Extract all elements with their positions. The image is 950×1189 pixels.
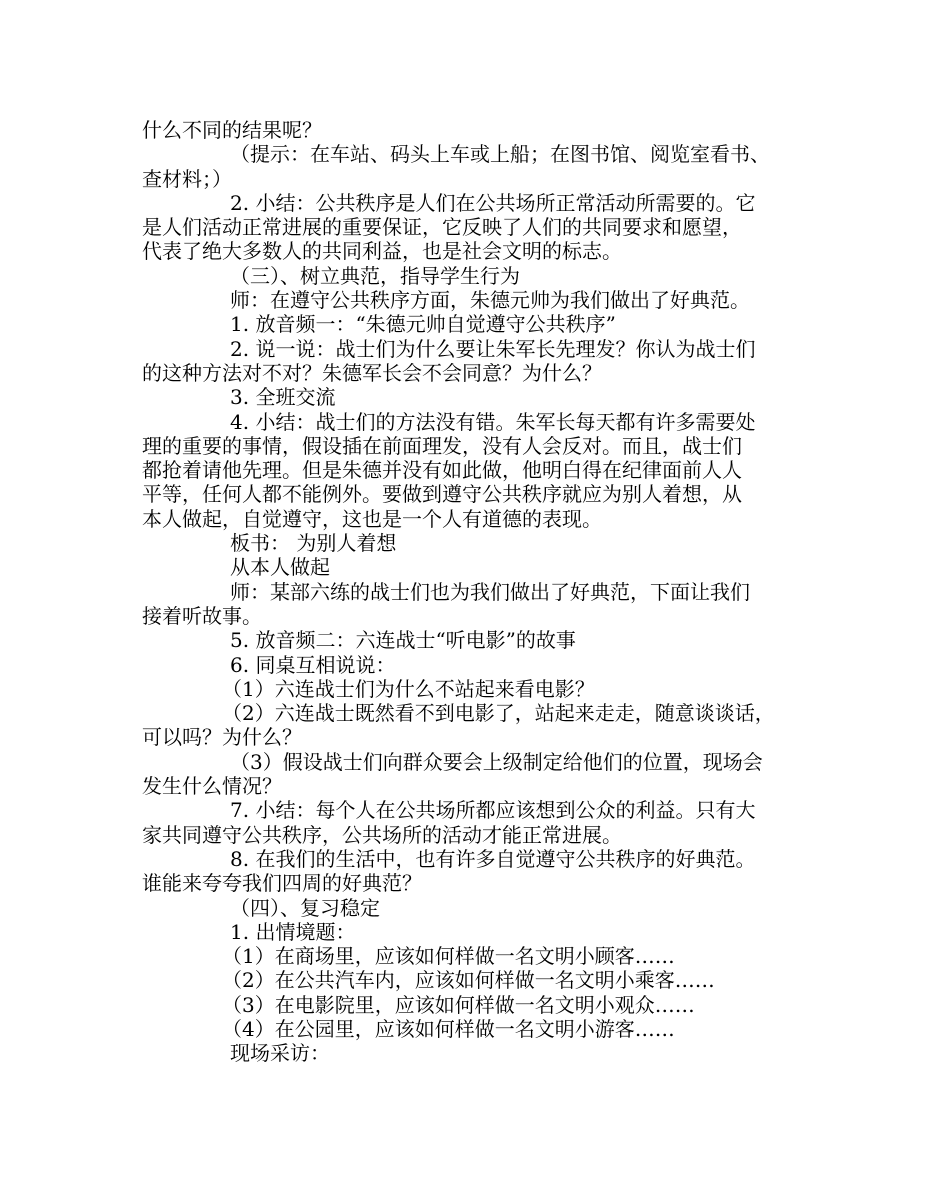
text-line: 可以吗？为什么？ [142, 725, 302, 750]
text-line: 1. 出情境题： [230, 919, 356, 944]
text-line: 都抢着请他先理。但是朱德并没有如此做，他明白得在纪律面前人人 [142, 458, 742, 483]
text-line: 的这种方法对不对？朱德军长会不会同意？为什么？ [142, 360, 602, 385]
document-body [142, 118, 822, 1066]
text-line: 平等，任何人都不能例外。要做到遵守公共秩序就应为别人着想，从 [142, 482, 742, 507]
text-line: 师：某部六练的战士们也为我们做出了好典范，下面让我们 [230, 579, 750, 604]
text-line: 6. 同桌互相说说： [230, 652, 396, 677]
text-line: （1）在商场里，应该如何样做一名文明小顾客…… [222, 944, 675, 969]
text-line: （3）在电影院里，应该如何样做一名文明小观众…… [222, 992, 695, 1017]
text-line: （三）、树立典范，指导学生行为 [230, 263, 520, 288]
text-line: 接着听故事。 [142, 603, 262, 628]
text-line: 板书： 为别人着想 [230, 531, 397, 556]
text-line: 代表了绝大多数人的共同利益，也是社会文明的标志。 [142, 239, 622, 264]
text-line: 师：在遵守公共秩序方面，朱德元帅为我们做出了好典范。 [230, 288, 750, 313]
text-line: 2. 说一说：战士们为什么要让朱军长先理发？你认为战士们 [230, 336, 756, 361]
text-line: 是人们活动正常进展的重要保证，它反映了人们的共同要求和愿望， [142, 215, 742, 240]
text-line: 7. 小结：每个人在公共场所都应该想到公众的利益。只有大 [230, 798, 756, 823]
text-line: 从本人做起 [230, 555, 330, 580]
text-line: 查材料；） [142, 166, 232, 191]
text-line: （1）六连战士们为什么不站起来看电影？ [222, 676, 595, 701]
text-line: 谁能来夸夸我们四周的好典范？ [142, 871, 422, 896]
text-line: （2）六连战士既然看不到电影了，站起来走走，随意谈谈话， [222, 701, 775, 726]
text-line: 理的重要的事情，假设插在前面理发，没有人会反对。而且，战士们 [142, 433, 742, 458]
text-line: （四）、复习稳定 [230, 895, 380, 920]
text-line: （3）假设战士们向群众要会上级制定给他们的位置，现场会 [230, 749, 763, 774]
text-line: 现场采访： [230, 1041, 330, 1066]
text-line: 本人做起，自觉遵守，这也是一个人有道德的表现。 [142, 506, 602, 531]
text-line: （4）在公园里，应该如何样做一名文明小游客…… [222, 1016, 675, 1041]
text-line: 什么不同的结果呢？ [142, 118, 322, 142]
text-line: 家共同遵守公共秩序，公共场所的活动才能正常进展。 [142, 822, 622, 847]
text-line: 发生什么情况？ [142, 774, 282, 799]
text-line: （提示：在车站、码头上车或上船；在图书馆、阅览室看书、 [230, 142, 770, 167]
text-line: 5. 放音频二：六连战士“听电影”的故事 [230, 628, 576, 653]
text-line: 8. 在我们的生活中，也有许多自觉遵守公共秩序的好典范。 [230, 846, 756, 871]
text-line: 4. 小结：战士们的方法没有错。朱军长每天都有许多需要处 [230, 409, 756, 434]
text-line: 2. 小结：公共秩序是人们在公共场所正常活动所需要的。它 [230, 190, 756, 215]
text-line: （2）在公共汽车内，应该如何样做一名文明小乘客…… [222, 968, 715, 993]
text-line: 3. 全班交流 [230, 385, 336, 410]
text-line: 1. 放音频一：“朱德元帅自觉遵守公共秩序” [230, 312, 616, 337]
